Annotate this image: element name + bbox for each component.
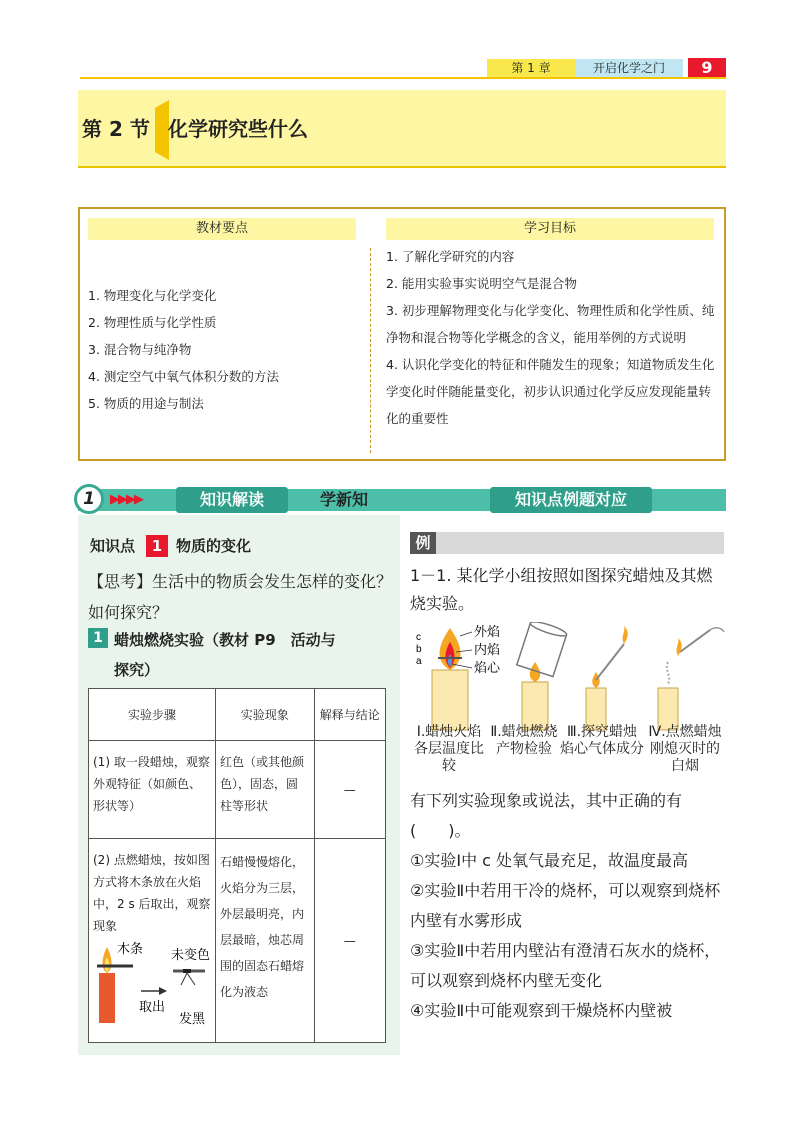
question-text: 1－1. 某化学小组按照如图探究蜡烛及其燃烧实验。 <box>410 566 713 613</box>
tab-example-mapping: 知识点例题对应 <box>490 487 652 513</box>
table-row <box>89 741 386 839</box>
header-rule <box>80 77 726 79</box>
label-flame-core: 焰心 <box>474 660 501 675</box>
experiment-title: 蜡烛燃烧实验（教材 P9 活动与 <box>114 631 336 649</box>
table-header: 实验步骤 <box>89 689 216 741</box>
experiment-figures <box>410 622 726 732</box>
list-item: 3. 初步理解物理变化与化学变化、物理性质和化学性质、纯净物和混合物等化学概念的含义，能用举例的方式说明 <box>386 303 715 345</box>
experiment-table <box>88 688 386 1043</box>
caption-fig4: Ⅳ.点燃蜡烛刚熄灭时的白烟 <box>648 724 722 774</box>
think-prompt: 【思考】生活中的物质会发生怎样的变化？如何探究？ <box>88 572 393 622</box>
example-tag: 例 <box>410 532 436 554</box>
list-item: 2. 物理性质与化学性质 <box>88 315 217 330</box>
label-b: b <box>416 644 422 655</box>
table-cell: 红色（或其他颜色），固态，圆柱等形状 <box>216 741 315 839</box>
figure-captions <box>410 724 726 775</box>
caption-fig2: Ⅱ.蜡烛燃烧产物检验 <box>490 724 558 757</box>
list-item: ④实验Ⅱ中可能观察到干燥烧杯内壁被 <box>410 1001 673 1020</box>
learning-goals-list <box>386 243 716 432</box>
example-tag-bar <box>410 532 724 554</box>
caption-fig1: Ⅰ.蜡烛火焰各层温度比较 <box>414 724 484 774</box>
list-item: 1. 了解化学研究的内容 <box>386 249 515 264</box>
tab-knowledge-interpretation: 知识解读 <box>176 487 288 513</box>
knowledge-point-label: 知识点 <box>90 537 136 555</box>
label-a: a <box>416 656 422 667</box>
objectives-divider <box>370 248 371 453</box>
list-item: ③实验Ⅱ中若用内壁沾有澄清石灰水的烧杯，可以观察到烧杯内壁无变化 <box>410 941 721 990</box>
chapter-label: 第 1 章 <box>487 59 575 77</box>
table-cell: (1) 取一段蜡烛，观察外观特征（如颜色、形状等） <box>89 741 216 839</box>
list-item: 3. 混合物与纯净物 <box>88 342 192 357</box>
table-header: 解释与结论 <box>314 689 385 741</box>
table-header-row <box>89 689 386 741</box>
label-inner-flame: 内焰 <box>474 642 501 657</box>
label-unchanged: 未变色 <box>171 947 211 962</box>
label-wood: 木条 <box>117 941 144 956</box>
label-outer-flame: 外焰 <box>474 624 501 639</box>
label-c: c <box>416 632 421 643</box>
table-cell: — <box>314 839 385 1043</box>
list-item: 5. 物质的用途与制法 <box>88 396 204 411</box>
knowledge-point-number: 1 <box>146 535 168 557</box>
prompt-text: 有下列实验现象或说法，其中正确的有( )。 <box>410 791 683 840</box>
section-title: 化学研究些什么 <box>168 117 308 141</box>
caption-fig3: Ⅲ.探究蜡烛焰心气体成分 <box>560 724 644 757</box>
table-cell: 石蜡慢慢熔化，火焰分为三层，外层最明亮，内层最暗，烛芯周围的固态石蜡熔化为液态 <box>216 839 315 1043</box>
learning-goals-heading: 学习目标 <box>386 218 714 240</box>
list-item: 2. 能用实验事实说明空气是混合物 <box>386 276 577 291</box>
table-cell <box>89 839 216 1043</box>
candle-wood-figure <box>93 939 211 1027</box>
label-take-out: 取出 <box>139 999 166 1014</box>
banner-number: 1 <box>74 484 104 514</box>
knowledge-point-title: 物质的变化 <box>176 537 252 555</box>
table-cell: — <box>314 741 385 839</box>
list-item: ②实验Ⅱ中若用干冷的烧杯，可以观察到烧杯内壁有水雾形成 <box>410 881 721 930</box>
list-item: 4. 认识化学变化的特征和伴随发生的现象；知道物质发生化学变化时伴随能量变化，初步认识通过化学反应发现能量转化的重要性 <box>386 357 715 426</box>
answer-options <box>410 786 726 1026</box>
banner-arrows-icon: ▶▶▶▶ <box>110 492 142 507</box>
step-text: (2) 点燃蜡烛，按如图方式将木条放在火焰中，2 s 后取出，观察现象 <box>93 853 211 933</box>
experiment-title-cont: 探究） <box>114 661 160 679</box>
chapter-title: 开启化学之门 <box>575 59 683 77</box>
page-number: 9 <box>688 58 726 78</box>
label-blackened: 发黑 <box>179 1011 206 1026</box>
section-number: 第 2 节 <box>78 108 162 150</box>
list-item: 1. 物理变化与化学变化 <box>88 288 217 303</box>
tab-learn-new: 学新知 <box>319 490 368 509</box>
list-item: 4. 测定空气中氧气体积分数的方法 <box>88 369 279 384</box>
table-row <box>89 839 386 1043</box>
table-header: 实验现象 <box>216 689 315 741</box>
textbook-points-list <box>88 282 368 417</box>
list-item: ①实验Ⅰ中 c 处氧气最充足，故温度最高 <box>410 851 689 870</box>
experiment-number: 1 <box>88 628 108 648</box>
textbook-points-heading: 教材要点 <box>88 218 356 240</box>
